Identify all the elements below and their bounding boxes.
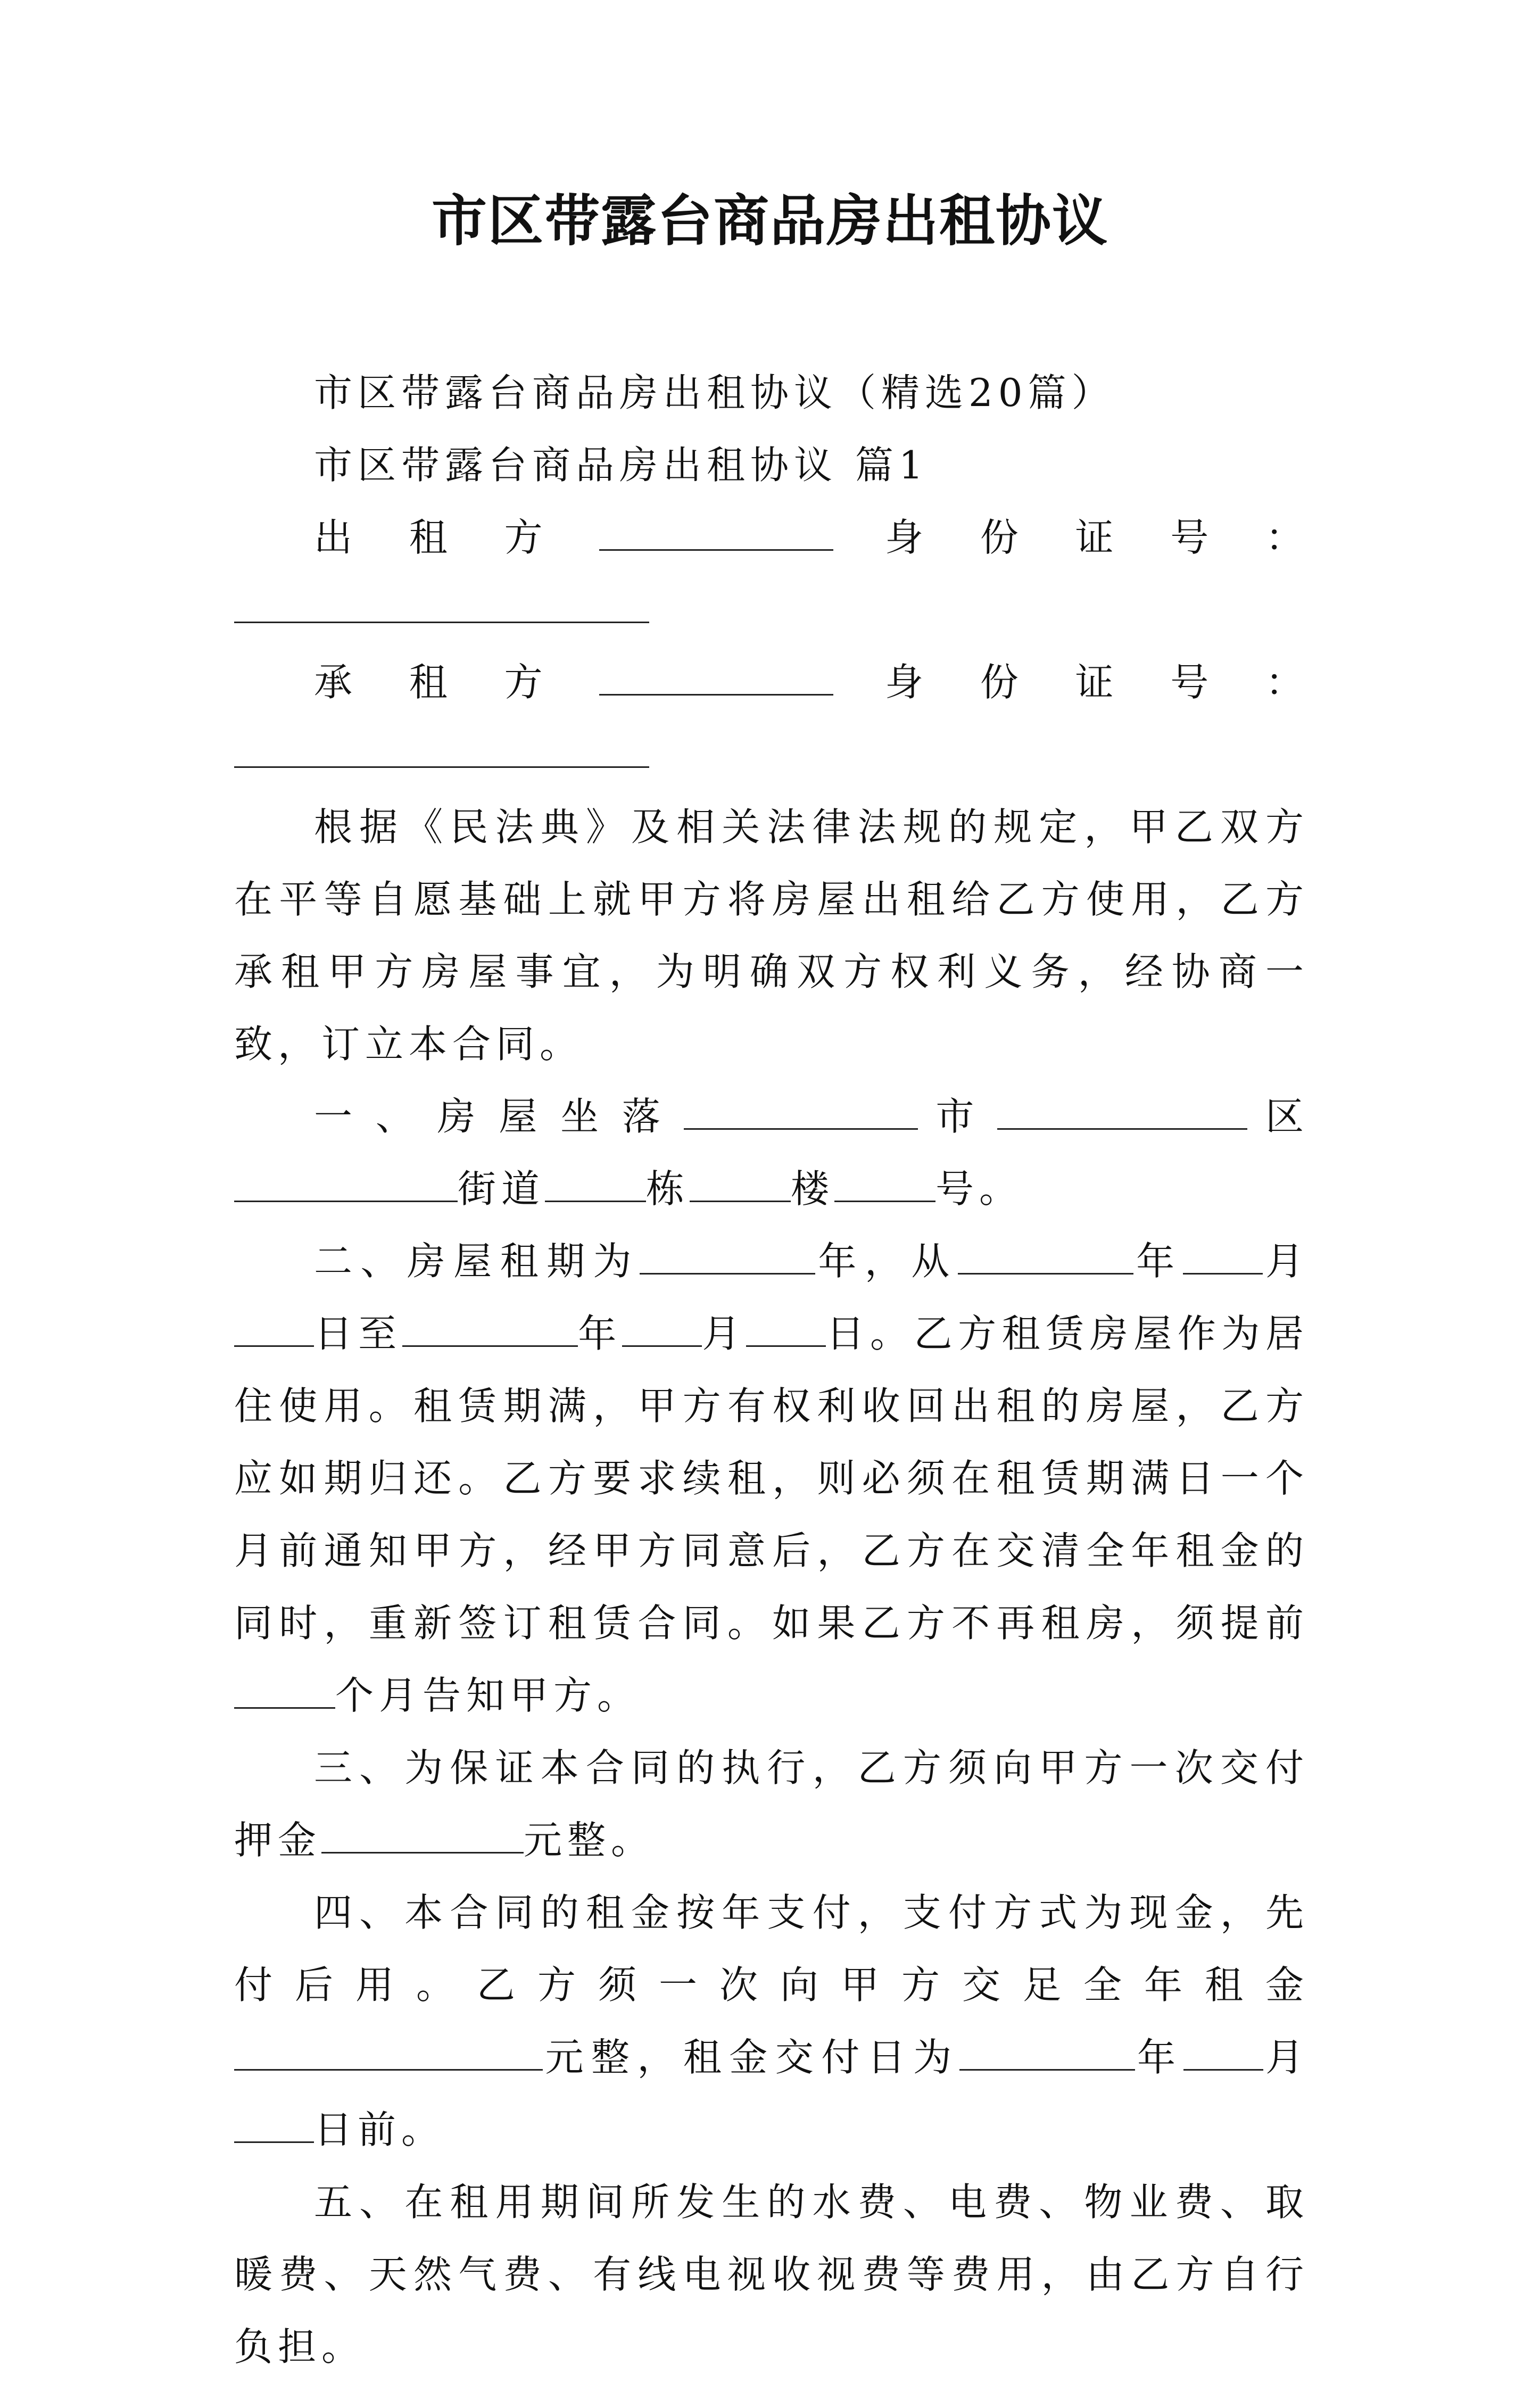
- lessor-id-label: 身份证号：: [833, 515, 1309, 560]
- lessor-line: [234, 501, 1309, 646]
- document-title: 市区带露台商品房出租协议: [431, 188, 1108, 253]
- start-year-label: 年: [1133, 1239, 1183, 1284]
- lessee-line: [234, 646, 1309, 791]
- clause-2: [234, 1225, 1309, 1732]
- building-blank: [690, 1168, 791, 1202]
- lessor-id-blank: [234, 589, 649, 623]
- term-from-label: 年，从: [815, 1239, 958, 1284]
- end-year-label: 年: [577, 1311, 622, 1356]
- floor-label: 楼: [791, 1166, 835, 1211]
- start-month-blank: [1183, 1240, 1263, 1275]
- deposit-blank: [321, 1819, 524, 1854]
- section-title: 市区带露台商品房出租协议 篇1: [314, 443, 929, 487]
- start-day-to-label: 日至: [314, 1311, 402, 1356]
- subtitle: 市区带露台商品房出租协议（精选20篇）: [314, 370, 1115, 415]
- lessee-name-blank: [599, 661, 833, 696]
- notice-months-blank: [234, 1674, 335, 1709]
- payment-month-blank: [1183, 2036, 1263, 2071]
- city-label: 市: [917, 1094, 998, 1139]
- city-blank: [997, 1095, 1247, 1130]
- start-year-blank: [958, 1240, 1133, 1275]
- payment-day-blank: [234, 2108, 314, 2143]
- start-day-blank: [234, 1312, 314, 1347]
- lessee-id-blank: [234, 733, 649, 768]
- document-body: [234, 357, 1309, 2383]
- street-label: 街道: [458, 1166, 545, 1211]
- clause-4: [234, 1876, 1309, 2166]
- clause-2-end: 个月告知甲方。: [335, 1673, 641, 1718]
- clause-5: 五、在租用期间所发生的水费、电费、物业费、取暖费、天然气费、有线电视收视费等费用，由乙方自行负担。: [234, 2180, 1309, 2369]
- clause-3: [234, 1732, 1309, 1876]
- end-month-label: 月: [701, 1311, 746, 1356]
- clause-2-text: 二、房屋租期为: [314, 1239, 640, 1284]
- clause-1-text: 一、房屋坐落: [314, 1094, 684, 1139]
- lessor-label: 出租方: [314, 515, 600, 560]
- street-blank: [545, 1168, 646, 1202]
- clause-1: [234, 1080, 1309, 1225]
- clause-2-body: 日。乙方租赁房屋作为居住使用。租赁期满，甲方有权利收回出租的房屋，乙方应如期归还。乙方要求续租，则必须在租赁期满日一个月前通知甲方，经甲方同意后，乙方在交清全年租金的同时，重新签订租赁合同。如果乙方不再租房，须提前: [234, 1311, 1309, 1645]
- floor-blank: [834, 1168, 935, 1202]
- clause-3-end: 元整。: [524, 1818, 655, 1863]
- lessee-label: 承租方: [314, 660, 600, 705]
- district-label: 区: [1247, 1094, 1309, 1139]
- start-month-label: 月: [1262, 1239, 1309, 1284]
- lessee-id-label: 身份证号：: [833, 660, 1309, 705]
- address-blank: [684, 1095, 918, 1130]
- building-label: 栋: [646, 1166, 690, 1211]
- clause-4-text: 四、本合同的租金按年支付，支付方式为现金，先付后用。乙方须一次向甲方交足全年租金: [234, 1890, 1309, 2007]
- end-month-blank: [622, 1312, 702, 1347]
- intro-paragraph: 根据《民法典》及相关法律法规的规定，甲乙双方在平等自愿基础上就甲方将房屋出租给乙方使用，乙方承租甲方房屋事宜，为明确双方权利义务，经协商一致，订立本合同。: [234, 805, 1309, 1066]
- term-years-blank: [640, 1240, 815, 1275]
- payment-year-blank: [959, 2036, 1135, 2071]
- number-label: 号。: [935, 1166, 1023, 1211]
- payment-month-label: 月: [1263, 2035, 1309, 2080]
- district-blank: [234, 1168, 458, 1202]
- lessor-name-blank: [599, 516, 833, 551]
- end-year-blank: [402, 1312, 578, 1347]
- end-day-blank: [746, 1312, 826, 1347]
- payment-year-label: 年: [1135, 2035, 1183, 2080]
- annual-rent-blank: [234, 2036, 543, 2071]
- payment-day-label: 日前。: [314, 2107, 445, 2152]
- payment-date-label: 元整，租金交付日为: [543, 2035, 959, 2080]
- clause-3-text: 三、为保证本合同的执行，乙方须向甲方一次交付押金: [234, 1745, 1309, 1863]
